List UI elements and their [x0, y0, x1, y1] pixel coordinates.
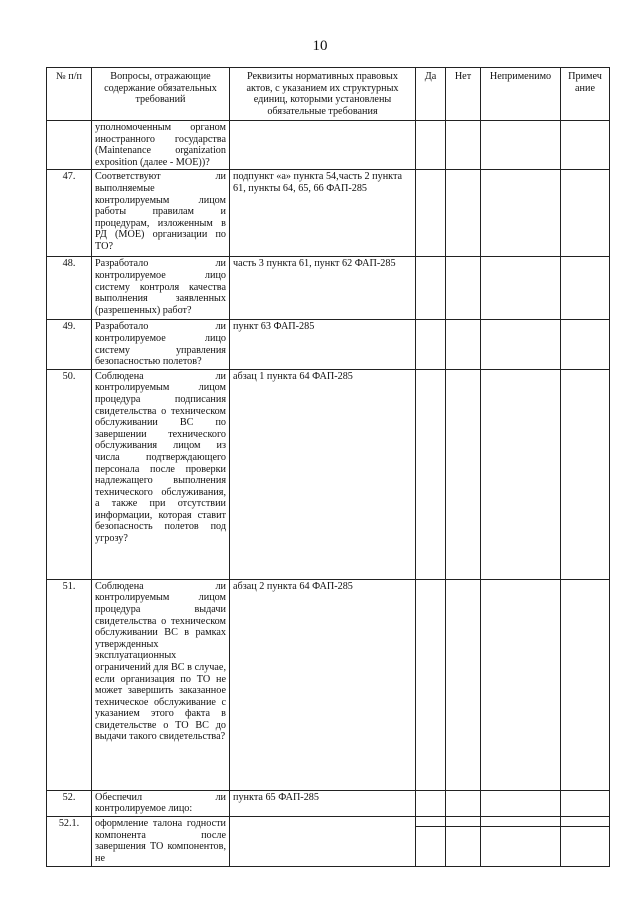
cell-no[interactable] — [446, 816, 481, 866]
cell-yes[interactable] — [416, 121, 446, 170]
cell-yes[interactable] — [416, 320, 446, 369]
cell-no[interactable] — [446, 170, 481, 257]
row-question: Разработало ли контролируемое лицо систему управления безопасностью полетов? — [92, 320, 230, 369]
row-question: Разработало ли контролируемое лицо систему контроля качества выполнения заявленных (разрешенных) работ? — [92, 257, 230, 320]
row-requisites: пункт 63 ФАП-285 — [230, 320, 416, 369]
table-row — [47, 816, 610, 866]
table-row — [47, 257, 610, 320]
table-row — [47, 121, 610, 170]
cell-na[interactable] — [481, 257, 561, 320]
page-number: 10 — [312, 38, 328, 54]
table-row — [47, 579, 610, 790]
row-question: Соблюдена ли контролируемым лицом процедура подписания свидетельства о техническом обслуживании ВС по завершении технического обслуживания лицом из числа подтверждающего персонала после проверки надлежащего выполнения технического обслуживания, а также при отсутствии информации, которая ставит безопасность полетов под угрозу? — [92, 369, 230, 579]
row-num: 47. — [47, 170, 92, 257]
cell-yes[interactable] — [416, 816, 446, 866]
row-question: уполномоченным органом иностранного государства (Maintenance organization exposition (далее - МОЕ))? — [92, 121, 230, 170]
cell-no[interactable] — [446, 790, 481, 816]
row-requisites — [230, 816, 416, 866]
cell-note[interactable] — [561, 320, 610, 369]
table-header-row — [47, 68, 610, 121]
header-no: Нет — [446, 68, 481, 121]
cell-yes[interactable] — [416, 257, 446, 320]
row-num: 52. — [47, 790, 92, 816]
cell-no[interactable] — [446, 257, 481, 320]
row-num: 52.1. — [47, 816, 92, 866]
cell-yes[interactable] — [416, 790, 446, 816]
table-row — [47, 170, 610, 257]
row-num: 49. — [47, 320, 92, 369]
cell-na[interactable] — [481, 170, 561, 257]
row-num — [47, 121, 92, 170]
table-row — [47, 369, 610, 579]
cell-na[interactable] — [481, 369, 561, 579]
checklist-table — [46, 67, 610, 867]
cell-yes[interactable] — [416, 369, 446, 579]
row-requisites: абзац 2 пункта 64 ФАП-285 — [230, 579, 416, 790]
row-question: Соблюдена ли контролируемым лицом процедура выдачи свидетельства о техническом обслуживании ВС в рамках утвержденных эксплуатационных ограничений для ВС в случае, если организация по ТО не может завершить заказанное техническое обслуживание с указанием этого факта в свидетельстве о ТО ВС до выдачи такого свидетельства? — [92, 579, 230, 790]
row-question: Обеспечил ли контролируемое лицо: — [92, 790, 230, 816]
cell-na[interactable] — [481, 816, 561, 866]
row-requisites: абзац 1 пункта 64 ФАП-285 — [230, 369, 416, 579]
row-num: 50. — [47, 369, 92, 579]
cell-note[interactable] — [561, 257, 610, 320]
cell-note[interactable] — [561, 816, 610, 866]
cell-na[interactable] — [481, 320, 561, 369]
row-question: оформление талона годности компонента после завершения ТО компонентов, не — [92, 816, 230, 866]
row-num: 48. — [47, 257, 92, 320]
cell-divider — [481, 826, 560, 866]
cell-yes[interactable] — [416, 170, 446, 257]
header-requisites: Реквизиты нормативных правовых актов, с указанием их структурных единиц, которыми установлены обязательные требования — [230, 68, 416, 121]
cell-no[interactable] — [446, 320, 481, 369]
header-question: Вопросы, отражающие содержание обязательных требований — [92, 68, 230, 121]
cell-note[interactable] — [561, 121, 610, 170]
row-requisites: пункта 65 ФАП-285 — [230, 790, 416, 816]
row-num: 51. — [47, 579, 92, 790]
cell-note[interactable] — [561, 579, 610, 790]
cell-divider — [561, 826, 609, 866]
table-row — [47, 790, 610, 816]
row-question: Соответствуют ли выполняемые контролируемым лицом работы правилам и процедурам, изложенным в РД (МОЕ) организации по ТО? — [92, 170, 230, 257]
header-na: Неприменимо — [481, 68, 561, 121]
cell-na[interactable] — [481, 121, 561, 170]
cell-na[interactable] — [481, 790, 561, 816]
row-requisites: часть 3 пункта 61, пункт 62 ФАП-285 — [230, 257, 416, 320]
header-yes: Да — [416, 68, 446, 121]
cell-note[interactable] — [561, 170, 610, 257]
cell-note[interactable] — [561, 790, 610, 816]
cell-yes[interactable] — [416, 579, 446, 790]
cell-no[interactable] — [446, 121, 481, 170]
cell-divider — [416, 826, 445, 866]
cell-na[interactable] — [481, 579, 561, 790]
row-requisites: подпункт «а» пункта 54,часть 2 пункта 61, пункты 64, 65, 66 ФАП-285 — [230, 170, 416, 257]
header-num: № п/п — [47, 68, 92, 121]
header-note: Примеч ание — [561, 68, 610, 121]
cell-no[interactable] — [446, 579, 481, 790]
cell-note[interactable] — [561, 369, 610, 579]
row-requisites — [230, 121, 416, 170]
cell-no[interactable] — [446, 369, 481, 579]
table-row — [47, 320, 610, 369]
cell-divider — [446, 826, 480, 866]
